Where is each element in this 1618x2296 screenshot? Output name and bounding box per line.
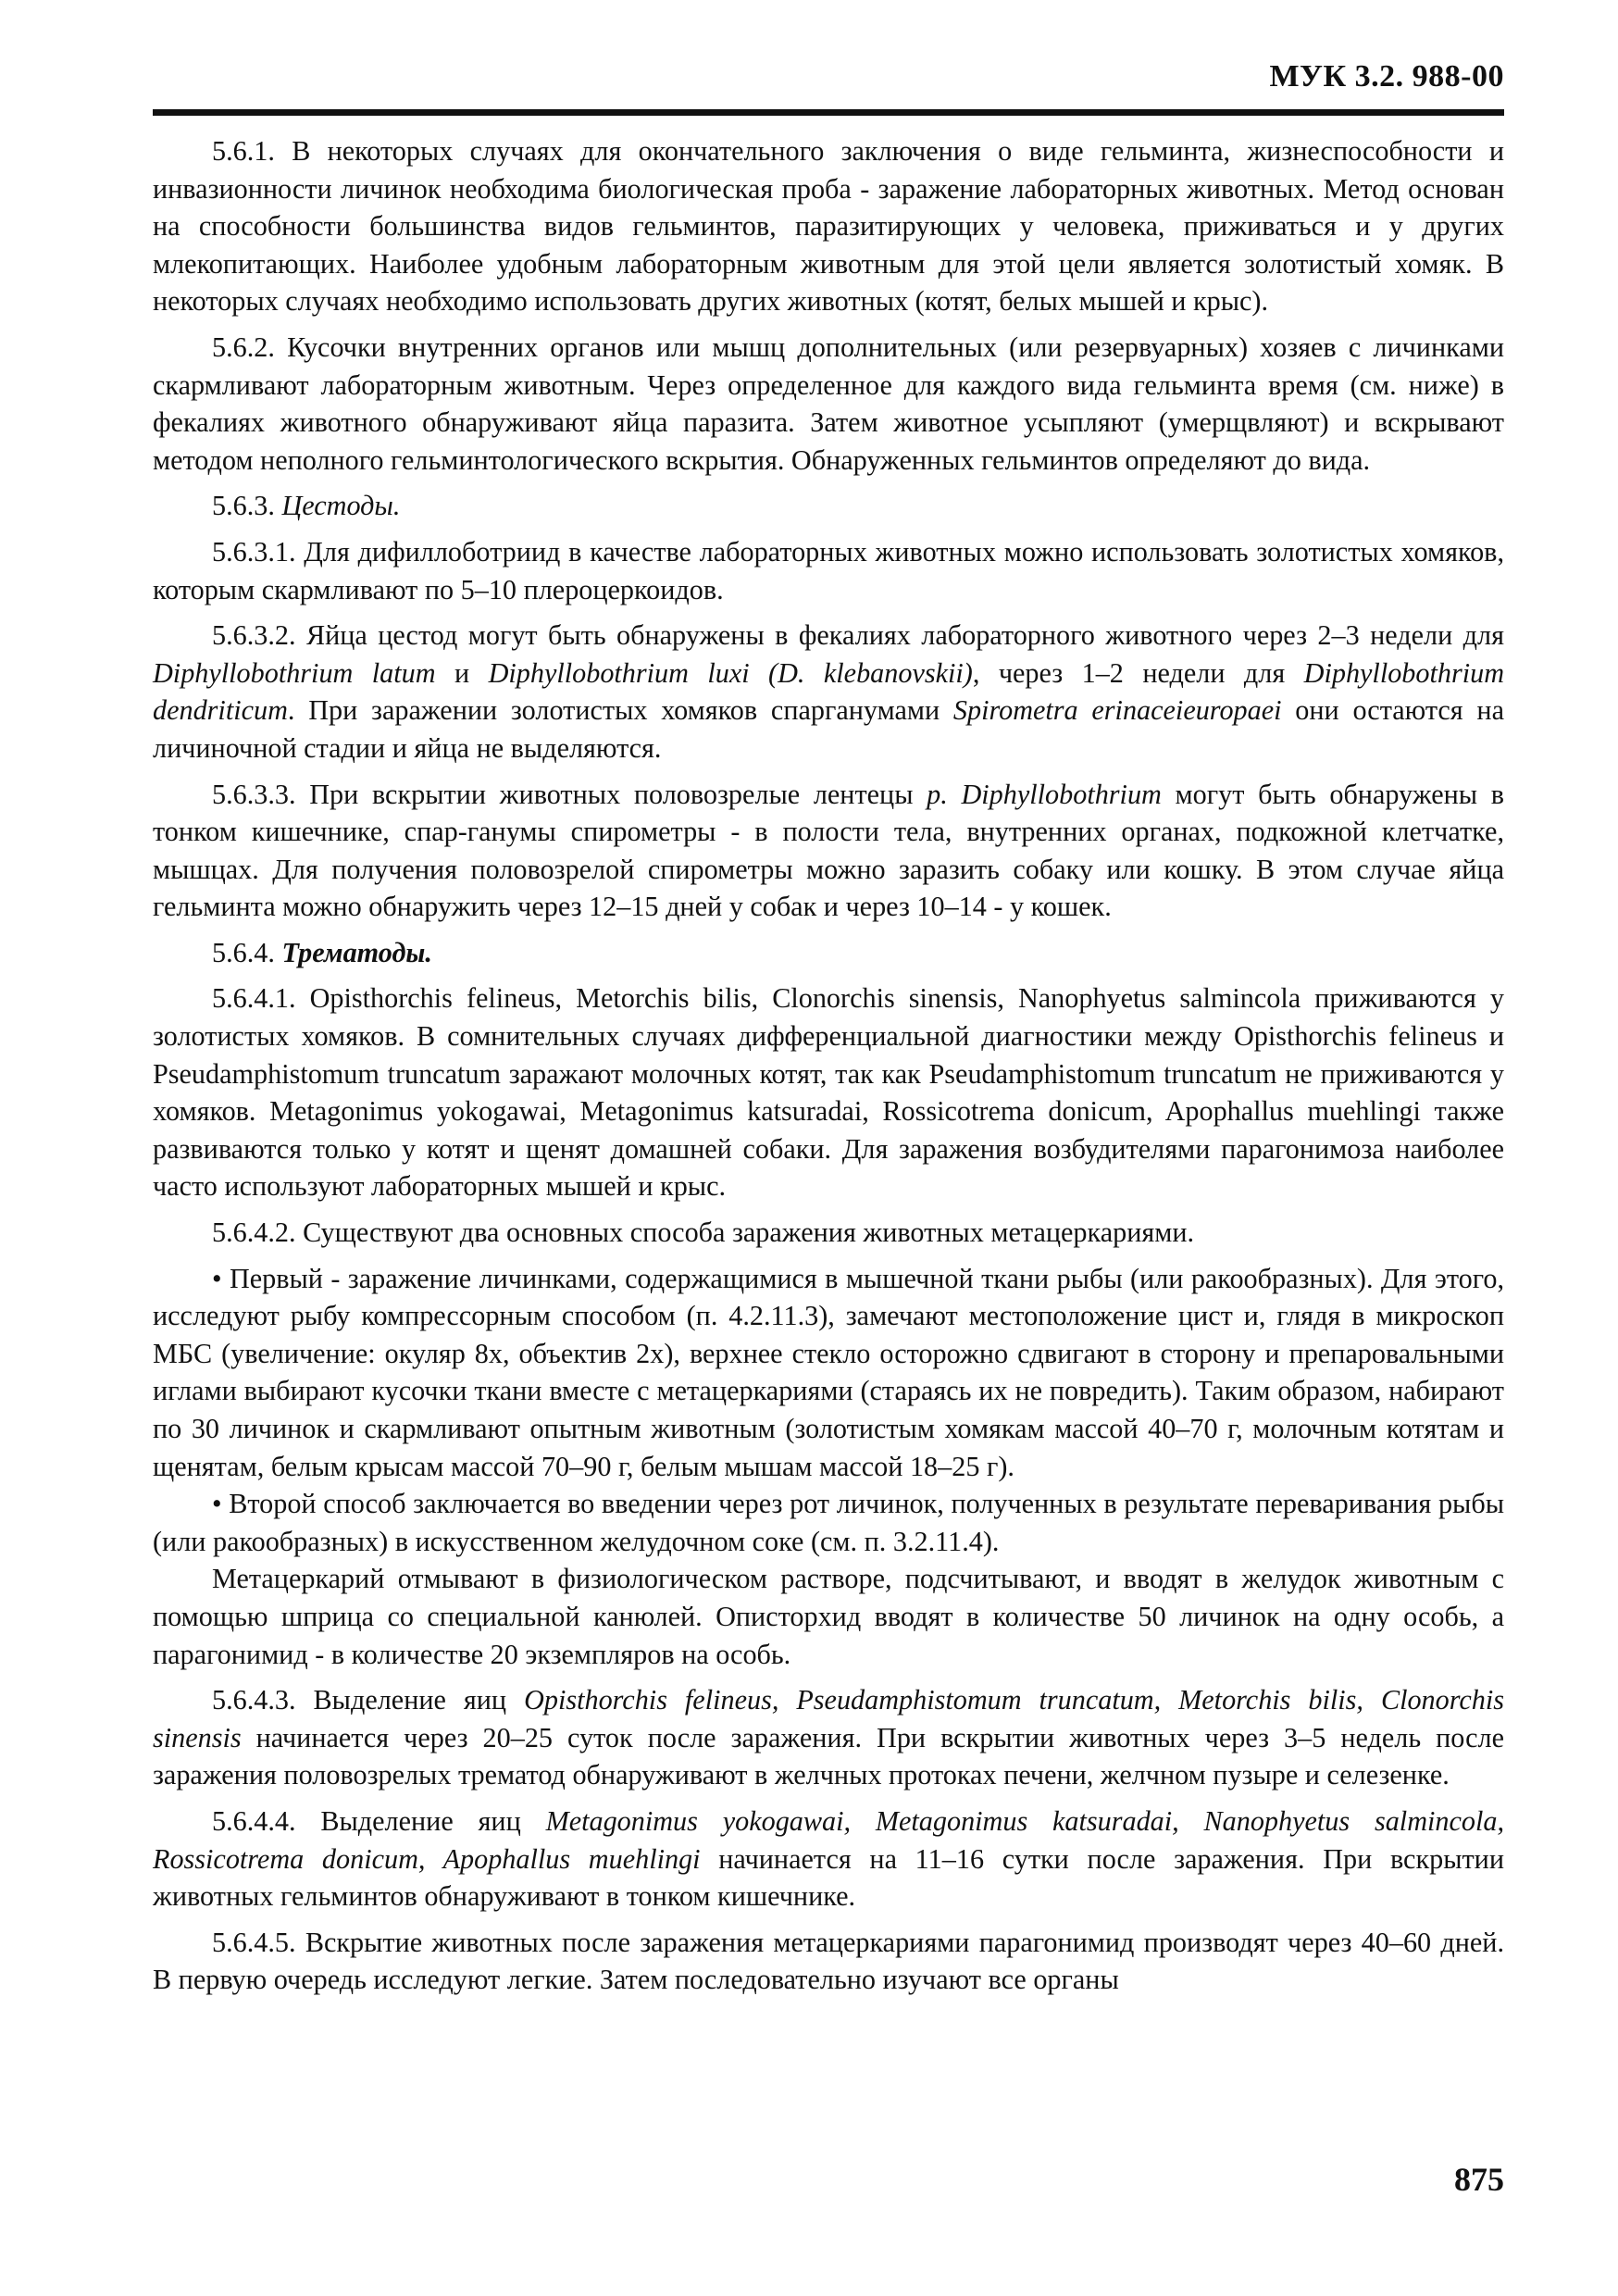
paragraph-5-6-3-1: 5.6.3.1. Для дифиллоботриид в качестве лабораторных животных можно использовать золотистых хомяков, которым скармливают по 5–10 плероцеркоидов. bbox=[153, 535, 1504, 605]
paragraph-5-6-2: 5.6.2. Кусочки внутренних органов или мышц дополнительных (или резервуарных) хозяев с личинками скармливают лабораторным животным. Через определенное для каждого вида гельминта время (см. ниже) в фекалиях животного обнаруживают яйца паразита. Затем животное усыпляют (умерщвляют) и вскрывают методом неполного гельминтологического вскрытия. Обнаруженных гельминтов определяют до вида. bbox=[153, 331, 1504, 476]
text-run: могут быть обнаружены в тонком кишечнике, спар-ганумы спирометры - в полости тела, внутренних органах, подкожной клетчатке, мышцах. Для получения половозрелой спирометры можно заразить собаку или кошку. В этом случае яйца гельминта можно обнаружить через 12–15 дней у собак и через 10–14 - у кошек. bbox=[153, 778, 1504, 923]
text-run: 5.6.3.3. При вскрытии животных половозрелые лентецы bbox=[212, 778, 927, 810]
document-code-header: МУК 3.2. 988-00 bbox=[1269, 59, 1504, 94]
species-name: Spirometra erinaceieuropaei bbox=[952, 694, 1282, 727]
text-run: они остаются на личиночной стадии и яйца не выделяются. bbox=[153, 694, 1504, 764]
species-name: Diphyllobothrium latum bbox=[153, 656, 436, 689]
section-number: 5.6.3. bbox=[212, 490, 282, 522]
text-run: , через 1–2 недели для bbox=[972, 656, 1304, 689]
section-title: Цестоды. bbox=[281, 490, 401, 522]
species-name: p. Diphyllobothrium bbox=[927, 778, 1162, 810]
paragraph-5-6-4-4 bbox=[153, 1803, 1504, 1915]
paragraph-5-6-1: 5.6.1. В некоторых случаях для окончательного заключения о виде гельминта, жизнеспособности и инвазионности личинок необходима биологическая проба - заражение лабораторных животных. Метод основан на способности большинства видов гельминтов, паразитирующих у человека, приживаться и у других млекопитающих. Наиболее удобным лабораторным животным для этой цели является золотистый хомяк. В некоторых случаях необходимо использовать других животных (котят, белых мышей и крыс). bbox=[153, 135, 1504, 318]
document-body bbox=[153, 132, 1504, 1999]
section-heading-trematodes bbox=[153, 934, 1504, 972]
bullet-item-first-method: • Первый - заражение личинками, содержащимися в мышечной ткани рыбы (или ракообразных). Для этого, исследуют рыбу компрессорным способом (п. 4.2.11.3), замечают местоположение цист и, глядя в микроскоп МБС (увеличение: окуляр 8х, объектив 2х), верхнее стекло осторожно сдвигают в сторону и препаровальными иглами выбирают кусочки ткани вместе с метацеркариями (стараясь их не повредить). Таким образом, набирают по 30 личинок и скармливают опытным животным (золотистым хомякам массой 40–70 г, молочным котятам и щенятам, белым крысам массой 70–90 г, белым мышам массой 18–25 г). bbox=[153, 1262, 1504, 1482]
text-run: и bbox=[435, 656, 489, 689]
text-run: начинается на 11–16 сутки после заражения. При вскрытии животных гельминтов обнаруживают в тонком кишечнике. bbox=[153, 1842, 1504, 1913]
bullet-item-second-method: • Второй способ заключается во введении через рот личинок, полученных в результате переваривания рыбы (или ракообразных) в искусственном желудочном соке (см. п. 3.2.11.4). bbox=[153, 1488, 1504, 1557]
paragraph-5-6-4-5: 5.6.4.5. Вскрытие животных после заражения метацеркариями парагонимид производят через 40–60 дней. В первую очередь исследуют легкие. Затем последовательно изучают все органы bbox=[153, 1926, 1504, 1996]
species-name: Diphyllobothrium luxi (D. klebanovskii) bbox=[488, 656, 973, 689]
paragraph-5-6-3-3 bbox=[153, 776, 1504, 926]
text-run: . При заражении золотистых хомяков спарганумами bbox=[287, 694, 953, 727]
text-run: 5.6.4.4. Выделение яиц bbox=[212, 1804, 546, 1837]
page-number: 875 bbox=[1454, 2161, 1504, 2198]
species-name: Opisthorchis felineus, Pseudamphistomum truncatum, Metorchis bilis, Clonorchis sinensis bbox=[153, 1684, 1504, 1753]
header-rule bbox=[153, 109, 1504, 116]
section-heading-cestodes bbox=[153, 487, 1504, 525]
section-number: 5.6.4. bbox=[212, 936, 282, 968]
section-title: Трематоды. bbox=[281, 936, 432, 968]
text-run: начинается через 20–25 суток после заражения. При вскрытии животных через 3–5 недель после заражения половозрелых трематод обнаруживают в желчных протоках печени, желчном пузыре и селезенке. bbox=[153, 1721, 1504, 1791]
species-name: Diphyllobothrium dendriticum bbox=[153, 656, 1504, 727]
paragraph-metacercariae: Метацеркарий отмывают в физиологическом растворе, подсчитывают, и вводят в желудок животным с помощью шприца со специальной канюлей. Описторхид вводят в количестве 50 личинок на одну особь, а парагонимид - в количестве 20 экземпляров на особь. bbox=[153, 1563, 1504, 1670]
paragraph-5-6-4-1: 5.6.4.1. Opisthorchis felineus, Metorchis bilis, Clonorchis sinensis, Nanophyetus salmincola приживаются у золотистых хомяков. В сомнительных случаях дифференциальной диагностики между Opisthorchis felineus и Pseudamphistomum truncatum заражают молочных котят, так как Pseudamphistomum truncatum не приживаются у хомяков. Metagonimus yokogawai, Metagonimus katsuradai, Rossicotrema donicum, Apophallus muehlingi также развиваются только у котят и щенят домашней собаки. Для заражения возбудителями парагонимоза наиболее часто используют лабораторных мышей и крыс. bbox=[153, 982, 1504, 1203]
paragraph-5-6-4-3 bbox=[153, 1681, 1504, 1794]
species-name: Metagonimus yokogawai, Metagonimus katsuradai, Nanophyetus salmincola, Rossicotrema donicum, Apophallus muehlingi bbox=[153, 1804, 1504, 1875]
paragraph-5-6-3-2 bbox=[153, 617, 1504, 767]
paragraph-5-6-4-2: 5.6.4.2. Существуют два основных способа заражения животных метацеркариями. bbox=[212, 1217, 1195, 1249]
text-run: 5.6.3.2. Яйца цестод могут быть обнаружены в фекалиях лабораторного животного через 2–3 недели для bbox=[212, 619, 1504, 652]
text-run: 5.6.4.3. Выделение яиц bbox=[212, 1684, 525, 1716]
